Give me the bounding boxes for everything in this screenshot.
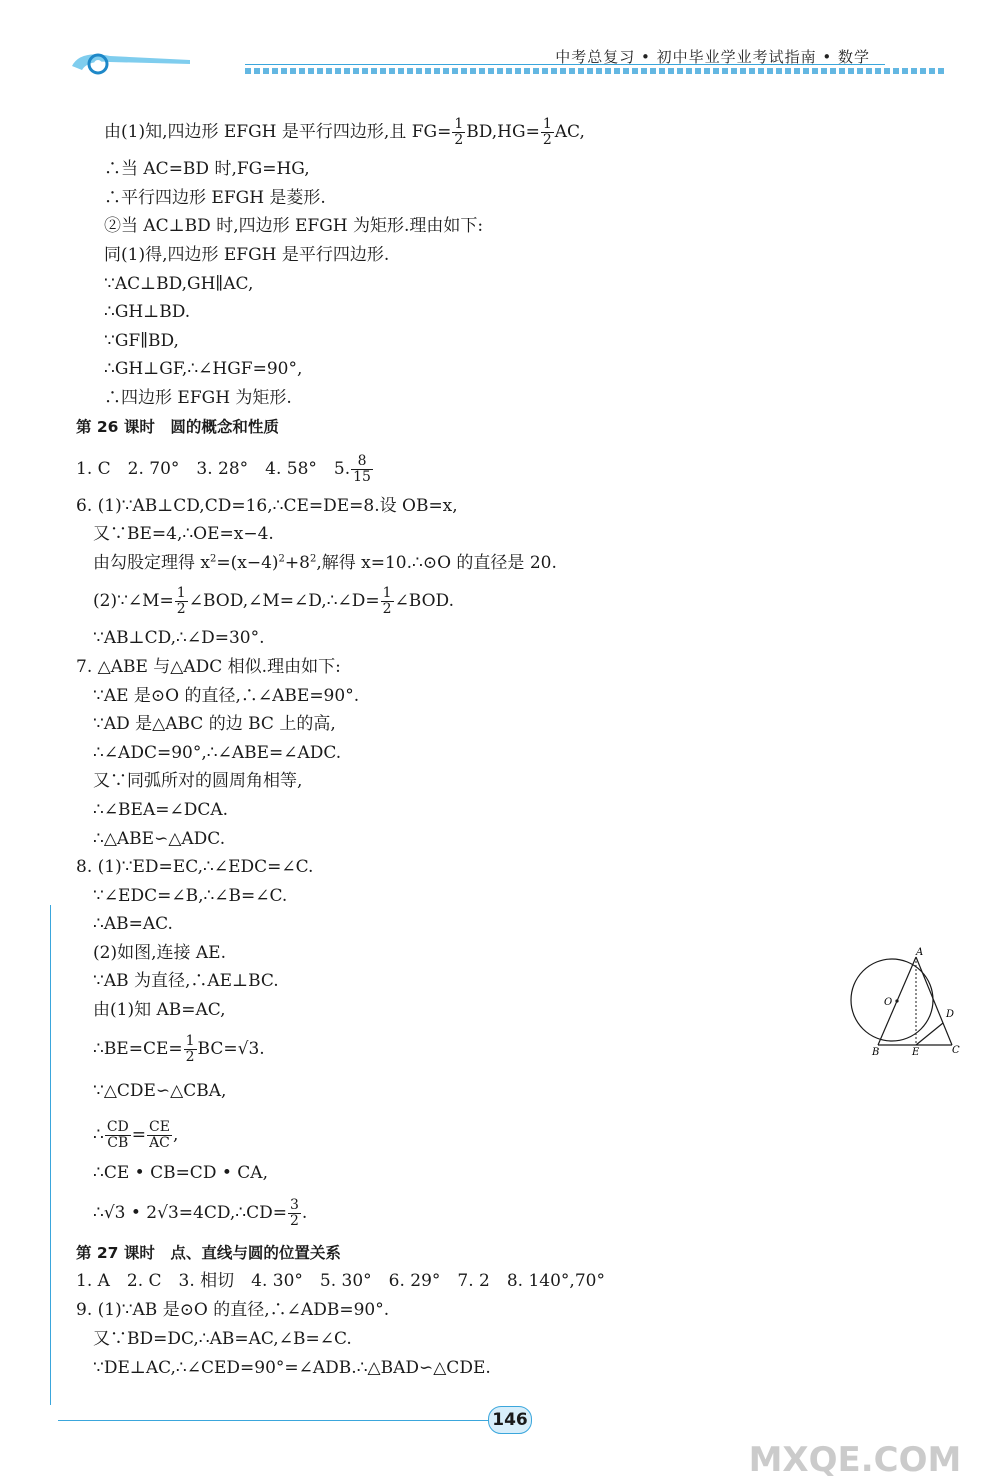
label-b: B	[872, 1047, 880, 1058]
fraction	[541, 117, 554, 148]
text-line	[93, 1198, 307, 1229]
denominator: 2	[542, 132, 552, 148]
text-segment: ,解得 x=10.∴⊙O 的直径是 20.	[316, 553, 557, 573]
text-line: 又∵同弧所对的圆周角相等,	[93, 771, 303, 791]
text-line: ∵DE⊥AC,∴∠CED=90°=∠ADB.∴△BAD∽△CDE.	[93, 1358, 491, 1378]
label-o: O	[884, 997, 893, 1008]
text-line: ∴△ABE∽△ADC.	[93, 829, 226, 849]
text-line: ∴GH⊥GF,∴∠HGF=90°,	[104, 359, 303, 379]
text-line: 6. (1)∵AB⊥CD,CD=16,∴CE=DE=8.设 OB=x,	[76, 496, 458, 516]
text-segment: ∠BOD.	[394, 591, 454, 611]
exponent: 2	[309, 553, 317, 565]
text-segment: 1. C 2. 70° 3. 28° 4. 58° 5.	[76, 459, 351, 479]
text-line: 又∵BE=4,∴OE=x−4.	[93, 524, 274, 544]
text-segment: ∴BE=CE=	[93, 1039, 183, 1059]
fraction	[147, 1120, 172, 1151]
text-line	[93, 586, 454, 617]
section-heading-27: 第 27 课时 点、直线与圆的位置关系	[76, 1244, 341, 1262]
numerator: 1	[185, 1033, 195, 1049]
fraction	[175, 586, 188, 617]
segment-ed	[916, 1023, 943, 1045]
center-point-o	[895, 999, 898, 1002]
denominator: 15	[353, 469, 371, 485]
text-line: ②当 AC⊥BD 时,四边形 EFGH 为矩形.理由如下:	[104, 216, 484, 236]
numerator: 1	[454, 116, 464, 132]
text-line: 又∵BD=DC,∴AB=AC,∠B=∠C.	[93, 1329, 352, 1349]
numerator: 3	[289, 1197, 299, 1213]
text-line: ∴∠BEA=∠DCA.	[93, 800, 229, 820]
fraction	[288, 1198, 301, 1229]
numerator: 1	[176, 585, 186, 601]
denominator: 2	[382, 601, 392, 617]
denominator: 2	[176, 601, 186, 617]
numerator: CD	[106, 1119, 129, 1135]
text-segment: 由勾股定理得 x	[93, 553, 210, 573]
numerator: 1	[382, 585, 392, 601]
triangle-side-ac	[916, 957, 955, 1045]
denominator: 2	[185, 1049, 195, 1065]
text-line: ∴CE • CB=CD • CA,	[93, 1163, 268, 1183]
watermark	[710, 1405, 1000, 1482]
text-line: ∴四边形 EFGH 为矩形.	[104, 388, 292, 408]
answer-line	[76, 454, 374, 485]
section-heading-26: 第 26 课时 圆的概念和性质	[76, 418, 279, 436]
text-line: 9. (1)∵AB 是⊙O 的直径,∴∠ADB=90°.	[76, 1300, 390, 1320]
text-segment: 由(1)知,四边形 EFGH 是平行四边形,且 FG=	[104, 122, 452, 142]
text-line: 7. △ABE 与△ADC 相似.理由如下:	[76, 657, 341, 677]
text-line: ∴∠ADC=90°,∴∠ABE=∠ADC.	[93, 743, 342, 763]
text-segment: BC=√3.	[197, 1039, 265, 1059]
text-line: ∵∠EDC=∠B,∴∠B=∠C.	[93, 886, 288, 906]
exponent: 2	[210, 553, 217, 565]
text-line: ∵AC⊥BD,GH∥AC,	[104, 274, 254, 294]
text-segment: (2)∵∠M=	[93, 591, 174, 611]
fraction	[452, 117, 465, 148]
geometry-figure	[840, 945, 965, 1060]
text-line: ∴平行四边形 EFGH 是菱形.	[104, 188, 326, 208]
text-line: 同(1)得,四边形 EFGH 是平行四边形.	[104, 245, 390, 265]
denominator: CB	[107, 1135, 129, 1151]
fraction	[184, 1034, 197, 1065]
text-line: ∵AD 是△ABC 的边 BC 上的高,	[93, 714, 336, 734]
text-line: ∵AB 为直径,∴AE⊥BC.	[93, 971, 279, 991]
text-line: ∵GF∥BD,	[104, 331, 179, 351]
denominator: 2	[454, 132, 464, 148]
text-line	[104, 117, 585, 148]
footer-rule	[58, 1420, 488, 1421]
text-line: (2)如图,连接 AE.	[93, 943, 226, 963]
label-a: A	[916, 947, 924, 958]
text-segment: ∴√3 • 2√3=4CD,∴CD=	[93, 1203, 287, 1223]
text-segment: ∴	[93, 1125, 104, 1145]
exponent: 2	[278, 553, 285, 565]
numerator: 1	[542, 116, 552, 132]
fraction	[351, 454, 373, 485]
text-line: ∴GH⊥BD.	[104, 302, 191, 322]
text-segment: =(x−4)	[216, 553, 279, 573]
fraction	[381, 586, 394, 617]
text-line	[93, 1120, 178, 1151]
text-segment: AC,	[554, 122, 585, 142]
text-segment: BD,HG=	[466, 122, 540, 142]
answer-line: 1. A 2. C 3. 相切 4. 30° 5. 30° 6. 29° 7. 2 8. 140°,70°	[76, 1271, 605, 1291]
text-line: ∵AE 是⊙O 的直径,∴∠ABE=90°.	[93, 686, 360, 706]
label-c: C	[952, 1045, 960, 1056]
text-segment: +8	[284, 553, 310, 573]
text-line	[93, 1034, 265, 1065]
text-line	[93, 552, 557, 574]
text-line: 8. (1)∵ED=EC,∴∠EDC=∠C.	[76, 857, 314, 877]
label-e: E	[912, 1047, 920, 1058]
numerator: 8	[351, 454, 373, 470]
page-number: 146	[488, 1406, 532, 1434]
numerator: CE	[149, 1119, 170, 1135]
text-line: ∵△CDE∽△CBA,	[93, 1081, 227, 1101]
text-line: ∴AB=AC.	[93, 914, 173, 934]
page-header	[70, 46, 950, 80]
label-d: D	[946, 1009, 955, 1020]
left-margin-rule	[50, 905, 51, 1405]
text-line: ∵AB⊥CD,∴∠D=30°.	[93, 628, 265, 648]
text-segment: ,	[172, 1125, 179, 1145]
text-segment: .	[301, 1203, 308, 1223]
header-title: 中考总复习 • 初中毕业学业考试指南 • 数学	[555, 48, 870, 66]
text-line: 由(1)知 AB=AC,	[93, 1000, 226, 1020]
denominator: AC	[149, 1135, 170, 1151]
watermark-text: MXQE.COM	[748, 1440, 962, 1480]
text-segment: ∠BOD,∠M=∠D,∴∠D=	[188, 591, 380, 611]
fraction	[105, 1120, 131, 1151]
header-stripe	[245, 68, 945, 74]
denominator: 2	[289, 1213, 299, 1229]
text-segment: =	[131, 1125, 147, 1145]
text-line: ∴当 AC=BD 时,FG=HG,	[104, 159, 310, 179]
